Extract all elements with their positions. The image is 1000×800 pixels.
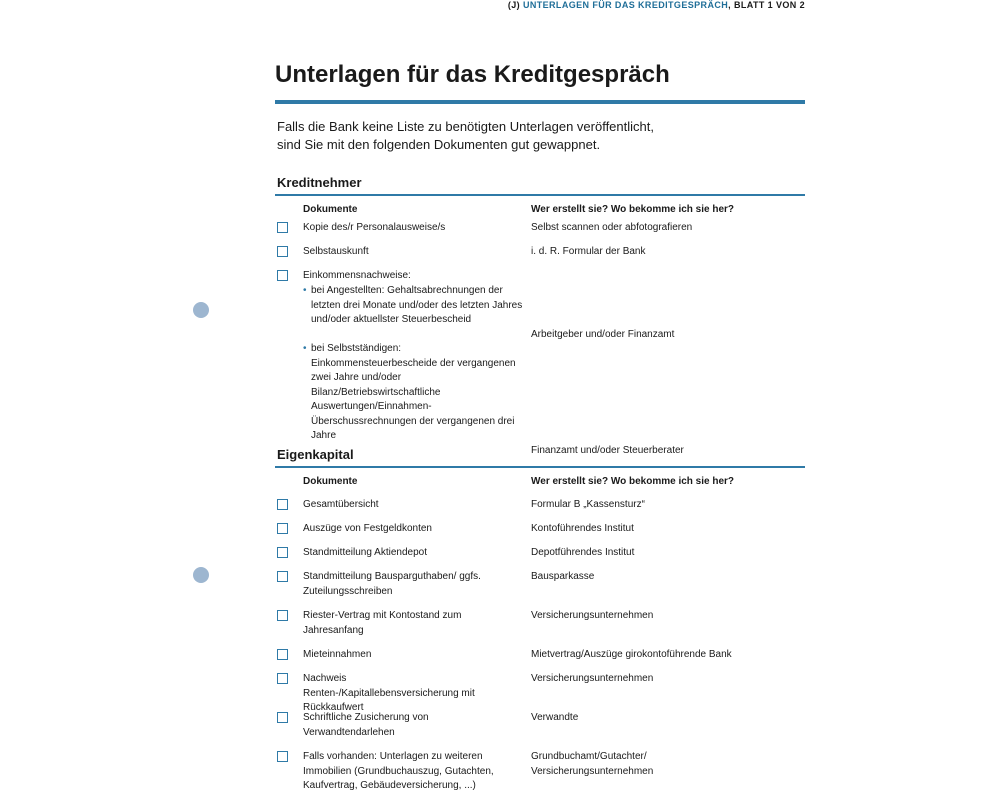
- checkbox[interactable]: [277, 649, 288, 660]
- bullet-item: [303, 342, 526, 444]
- document-label: Kopie des/r Personalausweise/s: [303, 222, 446, 233]
- source-label: Bausparkasse: [531, 571, 595, 582]
- source-label: Selbst scannen oder abfotografieren: [531, 222, 693, 233]
- document-label: bei Angestellten: Gehaltsabrechnungen der letzten drei Monate und/oder des letzten Jahres und/oder aktuellster Steuerbescheid: [311, 285, 523, 325]
- column-headers: [275, 204, 805, 218]
- column-header-source: Wer erstellt sie? Wo bekomme ich sie her?: [531, 204, 735, 215]
- source-label: Versicherungsunternehmen: [531, 610, 654, 621]
- section-title: Eigenkapital: [277, 447, 354, 462]
- source-label: Kontoführendes Institut: [531, 523, 634, 534]
- section-title: Kreditnehmer: [277, 175, 362, 190]
- section-rule: [275, 466, 805, 468]
- source-label: Arbeitgeber und/oder Finanzamt: [531, 328, 675, 340]
- document-label: Einkommensnachweise:: [303, 270, 411, 281]
- title-rule: [275, 100, 805, 104]
- intro-line: sind Sie mit den folgenden Dokumenten gut gewappnet.: [277, 137, 601, 152]
- source-label: Versicherungsunternehmen: [531, 673, 654, 684]
- column-header-documents: Dokumente: [303, 204, 358, 215]
- header-title: UNTERLAGEN FÜR DAS KREDITGESPRÄCH: [522, 0, 729, 10]
- bullet-item: [303, 284, 526, 328]
- punch-hole-icon: [193, 302, 209, 318]
- intro-text: [275, 118, 805, 154]
- checkbox[interactable]: [277, 712, 288, 723]
- document-label: Riester-Vertrag mit Kontostand zum Jahresanfang: [303, 610, 462, 636]
- checkbox[interactable]: [277, 751, 288, 762]
- intro-line: Falls die Bank keine Liste zu benötigten Unterlagen veröffentlicht,: [277, 119, 654, 134]
- document-label: Standmitteilung Aktiendepot: [303, 547, 427, 558]
- checkbox[interactable]: [277, 246, 288, 257]
- source-label: Verwandte: [531, 712, 579, 723]
- document-label: Mieteinnahmen: [303, 649, 372, 660]
- source-label: Mietvertrag/Auszüge girokontoführende Bank: [531, 649, 732, 660]
- source-label: i. d. R. Formular der Bank: [531, 246, 646, 257]
- document-label: Selbstauskunft: [303, 246, 369, 257]
- section-eigenkapital: [275, 447, 805, 791]
- checkbox[interactable]: [277, 523, 288, 534]
- column-header-documents: Dokumente: [303, 476, 358, 487]
- column-header-source: Wer erstellt sie? Wo bekomme ich sie her?: [531, 476, 735, 487]
- source-label: Formular B „Kassensturz“: [531, 499, 645, 510]
- source-label: Grundbuchamt/Gutachter/ Versicherungsunternehmen: [531, 751, 654, 777]
- document-label: bei Selbstständigen: Einkommensteuerbescheide der vergangenen zwei Jahre und/oder Bilanz/Betriebswirtschaftliche Auswertungen/Einnahmen-Überschussrechnungen der vergangenen drei Jahre: [311, 343, 516, 441]
- document-label: Schriftliche Zusicherung von Verwandtendarlehen: [303, 712, 429, 738]
- checkbox[interactable]: [277, 499, 288, 510]
- header-prefix: (J): [507, 0, 521, 10]
- checkbox[interactable]: [277, 547, 288, 558]
- header-sheet: , BLATT 1 VON 2: [728, 0, 805, 10]
- document-label: Auszüge von Festgeldkonten: [303, 523, 432, 534]
- checkbox[interactable]: [277, 270, 288, 281]
- list-item: [275, 284, 805, 340]
- page-title: Unterlagen für das Kreditgespräch: [275, 61, 670, 88]
- column-headers: [275, 476, 805, 490]
- checkbox[interactable]: [277, 673, 288, 684]
- checkbox[interactable]: [277, 571, 288, 582]
- page-header: [508, 0, 805, 10]
- document-label: Gesamtübersicht: [303, 499, 379, 510]
- source-label: Depotführendes Institut: [531, 547, 635, 558]
- document-label: Standmitteilung Bausparguthaben/ ggfs. Zuteilungsschreiben: [303, 571, 481, 597]
- section-rule: [275, 194, 805, 196]
- document-label: Falls vorhanden: Unterlagen zu weiteren Immobilien (Grundbuchauszug, Gutachten, Kaufvertrag, Gebäudeversicherung, ...): [303, 751, 494, 791]
- punch-hole-icon: [193, 567, 209, 583]
- checkbox[interactable]: [277, 222, 288, 233]
- source-label: Finanzamt und/oder Steuerberater: [531, 444, 684, 456]
- document-page: [275, 60, 805, 791]
- checkbox[interactable]: [277, 610, 288, 621]
- document-label: Nachweis Renten-/Kapitallebensversicherung mit Rückkaufwert: [303, 673, 475, 713]
